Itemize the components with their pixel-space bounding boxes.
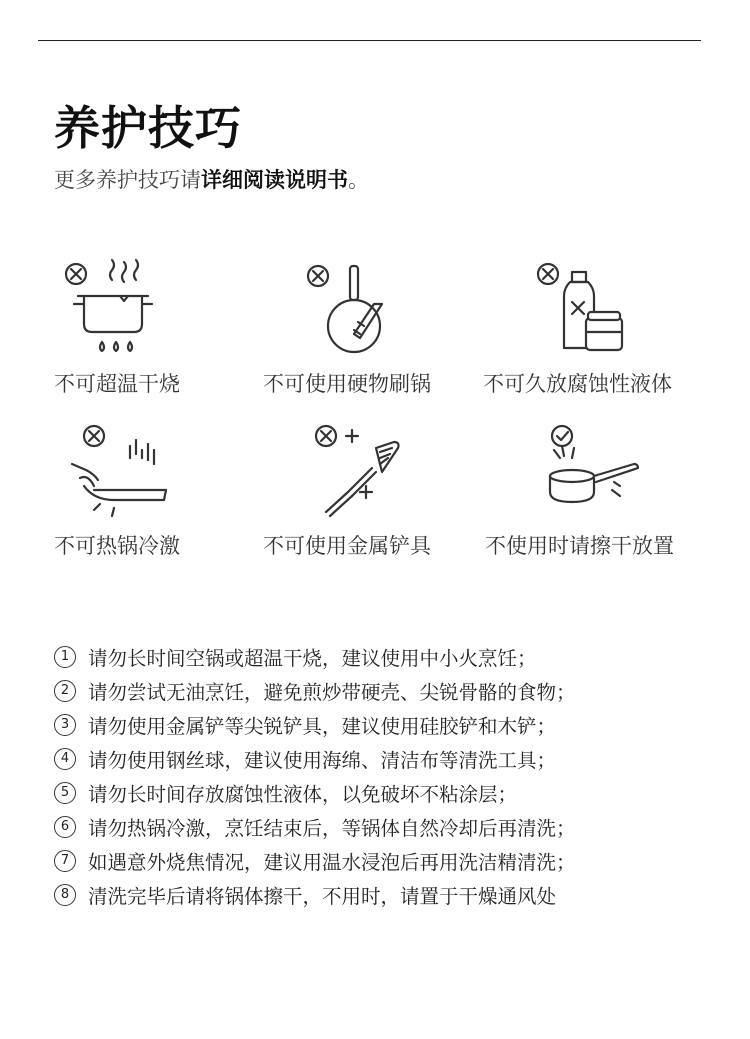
tip-text: 请勿尝试无油烹饪，避免煎炒带硬壳、尖锐骨骼的食物； (88, 681, 576, 704)
top-divider (38, 40, 701, 41)
tip-number: 6 (54, 816, 76, 838)
tip-number: 2 (54, 680, 76, 702)
subtitle-emphasis: 详细阅读说明书 (201, 168, 348, 192)
subtitle-suffix: 。 (348, 168, 369, 192)
tip-text: 如遇意外烧焦情况，建议用温水浸泡后再用洗洁精清洗； (88, 851, 576, 874)
tip-text: 清洗完毕后请将锅体擦干，不用时，请置于干燥通风处 (88, 885, 557, 908)
list-item (54, 844, 734, 878)
page-title: 养护技巧 (54, 101, 242, 155)
list-item (54, 742, 734, 776)
pan-knife-icon (296, 258, 436, 368)
tip-text: 请勿长时间存放腐蚀性液体，以免破坏不粘涂层； (88, 783, 518, 806)
tip-number: 3 (54, 714, 76, 736)
care-tips-list (54, 640, 734, 912)
boiling-pot-icon (54, 258, 194, 368)
page-subtitle (54, 165, 369, 195)
cold-water-pan-icon (54, 420, 194, 530)
care-label-no-corrosive: 不可久放腐蚀性液体 (483, 372, 672, 396)
tip-text: 请勿长时间空锅或超温干烧，建议使用中小火烹饪； (88, 647, 537, 670)
care-label-no-metal-spatula: 不可使用金属铲具 (263, 534, 431, 558)
subtitle-prefix: 更多养护技巧请 (54, 168, 201, 192)
tip-text: 请勿使用钢丝球，建议使用海绵、清洁布等清洗工具； (88, 749, 557, 772)
list-item (54, 810, 734, 844)
care-label-dry-storage: 不使用时请擦干放置 (485, 534, 674, 558)
tip-number: 7 (54, 850, 76, 872)
metal-spatula-icon (296, 420, 436, 530)
dry-pot-icon (534, 420, 674, 530)
tip-number: 1 (54, 646, 76, 668)
care-label-no-overheat: 不可超温干烧 (54, 372, 180, 396)
list-item (54, 640, 734, 674)
corrosive-bottle-icon (534, 258, 674, 368)
list-item (54, 674, 734, 708)
care-label-no-hard-brush: 不可使用硬物刷锅 (263, 372, 431, 396)
tip-number: 8 (54, 884, 76, 906)
tip-text: 请勿使用金属铲等尖锐铲具，建议使用硅胶铲和木铲； (88, 715, 557, 738)
list-item (54, 878, 734, 912)
tip-text: 请勿热锅冷激，烹饪结束后，等锅体自然冷却后再清洗； (88, 817, 576, 840)
list-item (54, 708, 734, 742)
tip-number: 5 (54, 782, 76, 804)
list-item (54, 776, 734, 810)
care-label-no-cold-shock: 不可热锅冷激 (54, 534, 180, 558)
tip-number: 4 (54, 748, 76, 770)
